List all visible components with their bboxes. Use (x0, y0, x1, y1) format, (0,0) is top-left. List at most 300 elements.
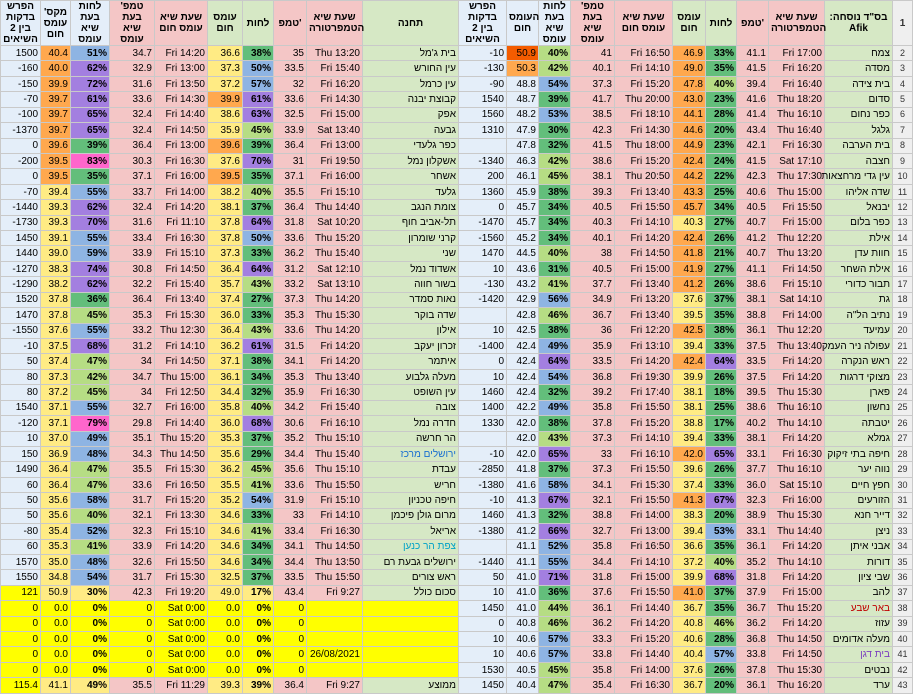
right-humidity-cell[interactable]: 37% (706, 585, 737, 600)
left-max-load-cell[interactable]: 0.0 (41, 632, 71, 647)
right-temp-at-peak-cell[interactable]: 32.1 (571, 493, 615, 508)
right-humid-at-peak-cell[interactable]: 46% (539, 616, 571, 631)
left-humid-at-peak-cell[interactable]: 55% (71, 323, 110, 338)
left-station-cell[interactable]: אשחר (363, 169, 459, 184)
right-peak-time-cell[interactable]: Fri 13:40 (615, 308, 673, 323)
right-station-cell[interactable]: חפץ חיים (825, 477, 893, 492)
left-temp-time-cell[interactable]: Fri 14:30 (307, 92, 363, 107)
right-temp-cell[interactable]: 37.8 (737, 662, 769, 677)
right-diff-cell[interactable]: -130 (459, 61, 507, 76)
right-heat-load-cell[interactable]: 39.6 (673, 462, 706, 477)
left-humidity-cell[interactable]: 45% (243, 123, 274, 138)
left-temp-cell[interactable]: 35.2 (274, 431, 307, 446)
left-peak-time-cell[interactable]: Fri 15:50 (155, 554, 208, 569)
right-diff-cell[interactable]: -10 (459, 446, 507, 461)
right-temp-at-peak-cell[interactable]: 38 (571, 246, 615, 261)
left-diff-cell[interactable]: 115.4 (1, 678, 41, 693)
left-heat-load-cell[interactable]: 37.3 (208, 246, 243, 261)
left-diff-cell[interactable]: -100 (1, 107, 41, 122)
left-humid-at-peak-cell[interactable]: 40% (71, 508, 110, 523)
left-humid-at-peak-cell[interactable]: 48% (71, 446, 110, 461)
left-max-load-cell[interactable]: 39.7 (41, 123, 71, 138)
right-temp-cell[interactable]: 41.2 (737, 231, 769, 246)
left-station-cell[interactable]: חיפה טכניון (363, 493, 459, 508)
header-right-diff[interactable]: הפרש בדקות בין 2 השיאים (459, 1, 507, 46)
left-temp-cell[interactable]: 33.2 (274, 277, 307, 292)
left-temp-cell[interactable]: 33.9 (274, 123, 307, 138)
left-peak-time-cell[interactable]: Sat 0:00 (155, 662, 208, 677)
right-humidity-cell[interactable]: 35% (706, 539, 737, 554)
left-temp-cell[interactable]: 35.5 (274, 184, 307, 199)
right-station-cell[interactable]: שדה אליהו (825, 184, 893, 199)
left-peak-time-cell[interactable]: Fri 11:10 (155, 215, 208, 230)
right-diff-cell[interactable]: 10 (459, 261, 507, 276)
right-station-cell[interactable]: אבני איתן (825, 539, 893, 554)
left-max-load-cell[interactable]: 34.8 (41, 570, 71, 585)
left-temp-cell[interactable]: 35.3 (274, 369, 307, 384)
right-temp-time-cell[interactable]: Thu 14:50 (769, 632, 825, 647)
left-heat-load-cell[interactable]: 37.2 (208, 76, 243, 91)
right-temp-at-peak-cell[interactable]: 36.1 (571, 601, 615, 616)
left-max-load-cell[interactable]: 39.9 (41, 76, 71, 91)
left-diff-cell[interactable]: 1540 (1, 400, 41, 415)
left-heat-load-cell[interactable]: 39.3 (208, 678, 243, 693)
left-max-load-cell[interactable]: 36.9 (41, 446, 71, 461)
left-humidity-cell[interactable]: 29% (243, 446, 274, 461)
left-temp-time-cell[interactable]: Thu 15:30 (307, 308, 363, 323)
left-temp-at-peak-cell[interactable]: 35.5 (110, 678, 155, 693)
right-station-cell[interactable]: עפולה ניר העמק (825, 339, 893, 354)
left-max-load-cell[interactable]: 0.0 (41, 601, 71, 616)
right-max-load-cell[interactable]: 42.4 (507, 369, 539, 384)
right-temp-time-cell[interactable]: Fri 16:30 (769, 446, 825, 461)
right-humidity-cell[interactable]: 37% (706, 292, 737, 307)
left-humidity-cell[interactable]: 64% (243, 215, 274, 230)
right-humid-at-peak-cell[interactable]: 39% (539, 92, 571, 107)
left-humid-at-peak-cell[interactable]: 55% (71, 231, 110, 246)
right-temp-cell[interactable]: 36.1 (737, 678, 769, 693)
left-peak-time-cell[interactable]: Fri 12:50 (155, 385, 208, 400)
right-peak-time-cell[interactable]: Fri 13:40 (615, 277, 673, 292)
right-heat-load-cell[interactable]: 42.4 (673, 153, 706, 168)
left-heat-load-cell[interactable]: 38.1 (208, 200, 243, 215)
left-humidity-cell[interactable]: 54% (243, 493, 274, 508)
right-max-load-cell[interactable]: 41.1 (507, 554, 539, 569)
left-humidity-cell[interactable]: 63% (243, 107, 274, 122)
right-humidity-cell[interactable]: 33% (706, 46, 737, 61)
left-humid-at-peak-cell[interactable]: 45% (71, 385, 110, 400)
left-diff-cell[interactable]: -10 (1, 339, 41, 354)
right-temp-at-peak-cell[interactable]: 37.3 (571, 431, 615, 446)
left-humid-at-peak-cell[interactable]: 0% (71, 632, 110, 647)
left-heat-load-cell[interactable]: 39.9 (208, 92, 243, 107)
left-peak-time-cell[interactable]: Fri 14:00 (155, 184, 208, 199)
right-humid-at-peak-cell[interactable]: 54% (539, 76, 571, 91)
right-peak-time-cell[interactable]: Fri 15:30 (615, 477, 673, 492)
left-peak-time-cell[interactable]: Fri 16:00 (155, 169, 208, 184)
left-heat-load-cell[interactable]: 37.6 (208, 153, 243, 168)
left-diff-cell[interactable]: -1440 (1, 200, 41, 215)
left-diff-cell[interactable]: -1370 (1, 123, 41, 138)
right-max-load-cell[interactable]: 46.3 (507, 153, 539, 168)
left-humid-at-peak-cell[interactable]: 54% (71, 570, 110, 585)
left-max-load-cell[interactable]: 35.4 (41, 524, 71, 539)
right-heat-load-cell[interactable]: 41.2 (673, 277, 706, 292)
right-max-load-cell[interactable]: 46.1 (507, 169, 539, 184)
right-heat-load-cell[interactable]: 42.5 (673, 323, 706, 338)
right-station-cell[interactable]: מעלה אדומים (825, 632, 893, 647)
left-diff-cell[interactable]: 0 (1, 647, 41, 662)
left-temp-time-cell[interactable]: Fri 9:27 (307, 678, 363, 693)
left-temp-cell[interactable]: 34.1 (274, 539, 307, 554)
left-humidity-cell[interactable]: 39% (243, 678, 274, 693)
right-diff-cell[interactable]: 0 (459, 616, 507, 631)
right-max-load-cell[interactable]: 41.6 (507, 477, 539, 492)
left-max-load-cell[interactable]: 40.4 (41, 46, 71, 61)
right-humid-at-peak-cell[interactable]: 53% (539, 107, 571, 122)
right-diff-cell[interactable]: 10 (459, 632, 507, 647)
left-temp-at-peak-cell[interactable]: 37.1 (110, 169, 155, 184)
right-humid-at-peak-cell[interactable]: 38% (539, 323, 571, 338)
right-temp-cell[interactable]: 40.6 (737, 184, 769, 199)
right-max-load-cell[interactable]: 40.4 (507, 678, 539, 693)
left-humidity-cell[interactable]: 33% (243, 508, 274, 523)
left-humidity-cell[interactable]: 68% (243, 416, 274, 431)
left-max-load-cell[interactable]: 39.7 (41, 107, 71, 122)
left-humidity-cell[interactable]: 33% (243, 308, 274, 323)
left-temp-at-peak-cell[interactable]: 0 (110, 632, 155, 647)
right-temp-at-peak-cell[interactable]: 34.9 (571, 292, 615, 307)
right-temp-at-peak-cell[interactable]: 36 (571, 323, 615, 338)
left-humid-at-peak-cell[interactable]: 68% (71, 339, 110, 354)
right-temp-at-peak-cell[interactable]: 37.8 (571, 416, 615, 431)
right-diff-cell[interactable]: 1530 (459, 662, 507, 677)
right-temp-cell[interactable]: 42.3 (737, 169, 769, 184)
left-temp-cell[interactable]: 33.6 (274, 92, 307, 107)
right-temp-time-cell[interactable]: Fri 14:20 (769, 354, 825, 369)
right-diff-cell[interactable]: 1450 (459, 678, 507, 693)
right-temp-cell[interactable]: 36.0 (737, 477, 769, 492)
right-temp-time-cell[interactable]: Fri 14:50 (769, 261, 825, 276)
left-humidity-cell[interactable]: 32% (243, 385, 274, 400)
left-peak-time-cell[interactable]: Fri 14:40 (155, 416, 208, 431)
right-temp-at-peak-cell[interactable]: 41.7 (571, 92, 615, 107)
left-humidity-cell[interactable]: 43% (243, 277, 274, 292)
header-left-temp-at-peak[interactable]: טמפ' בעת שיא עומס (110, 1, 155, 46)
left-diff-cell[interactable]: 50 (1, 354, 41, 369)
left-humid-at-peak-cell[interactable]: 0% (71, 647, 110, 662)
left-max-load-cell[interactable]: 39.5 (41, 153, 71, 168)
right-temp-time-cell[interactable]: Thu 16:10 (769, 462, 825, 477)
left-max-load-cell[interactable]: 39.5 (41, 169, 71, 184)
left-temp-cell[interactable]: 35.3 (274, 308, 307, 323)
right-temp-cell[interactable]: 37.5 (737, 339, 769, 354)
left-diff-cell[interactable]: -70 (1, 184, 41, 199)
right-peak-time-cell[interactable]: Fri 13:10 (615, 339, 673, 354)
left-temp-at-peak-cell[interactable]: 31.6 (110, 215, 155, 230)
right-temp-cell[interactable]: 38.8 (737, 308, 769, 323)
left-temp-at-peak-cell[interactable]: 32.2 (110, 277, 155, 292)
left-diff-cell[interactable]: 0 (1, 616, 41, 631)
right-diff-cell[interactable]: 0 (459, 354, 507, 369)
right-temp-time-cell[interactable]: Sat 17:10 (769, 153, 825, 168)
right-max-load-cell[interactable]: 42.4 (507, 339, 539, 354)
left-diff-cell[interactable]: 60 (1, 539, 41, 554)
right-peak-time-cell[interactable]: Fri 14:20 (615, 616, 673, 631)
left-temp-time-cell[interactable]: Fri 16:10 (307, 416, 363, 431)
right-humidity-cell[interactable]: 33% (706, 431, 737, 446)
left-peak-time-cell[interactable]: Fri 16:50 (155, 477, 208, 492)
left-humidity-cell[interactable]: 61% (243, 339, 274, 354)
right-heat-load-cell[interactable]: 40.4 (673, 647, 706, 662)
left-temp-time-cell[interactable]: Fri 14:10 (307, 508, 363, 523)
left-heat-load-cell[interactable]: 34.6 (208, 554, 243, 569)
left-max-load-cell[interactable]: 0.0 (41, 647, 71, 662)
left-humid-at-peak-cell[interactable]: 42% (71, 369, 110, 384)
right-humid-at-peak-cell[interactable]: 67% (539, 493, 571, 508)
right-temp-at-peak-cell[interactable]: 37.7 (571, 277, 615, 292)
right-temp-cell[interactable]: 36.1 (737, 323, 769, 338)
header-left-humidity[interactable]: לחות (243, 1, 274, 46)
left-humidity-cell[interactable]: 35% (243, 169, 274, 184)
left-temp-time-cell[interactable]: Thu 13:50 (307, 554, 363, 569)
right-humid-at-peak-cell[interactable]: 47% (539, 678, 571, 693)
right-temp-cell[interactable]: 42.1 (737, 138, 769, 153)
right-humid-at-peak-cell[interactable]: 58% (539, 477, 571, 492)
left-humid-at-peak-cell[interactable]: 61% (71, 92, 110, 107)
left-peak-time-cell[interactable]: Fri 14:30 (155, 92, 208, 107)
left-max-load-cell[interactable]: 37.8 (41, 308, 71, 323)
right-station-cell[interactable]: כפר בלום (825, 215, 893, 230)
left-station-cell[interactable]: אריאל (363, 524, 459, 539)
right-temp-time-cell[interactable]: Thu 16:20 (769, 678, 825, 693)
left-humid-at-peak-cell[interactable]: 55% (71, 400, 110, 415)
right-temp-cell[interactable]: 41.5 (737, 153, 769, 168)
left-peak-time-cell[interactable]: Fri 14:50 (155, 261, 208, 276)
left-temp-cell[interactable]: 0 (274, 616, 307, 631)
right-station-cell[interactable]: צמח (825, 46, 893, 61)
left-peak-time-cell[interactable]: Fri 16:30 (155, 153, 208, 168)
right-humidity-cell[interactable]: 26% (706, 277, 737, 292)
left-humidity-cell[interactable]: 0% (243, 647, 274, 662)
left-diff-cell[interactable]: 50 (1, 508, 41, 523)
left-temp-time-cell[interactable]: Fri 16:00 (307, 169, 363, 184)
left-diff-cell[interactable]: 1550 (1, 570, 41, 585)
right-diff-cell[interactable]: 0 (459, 200, 507, 215)
left-max-load-cell[interactable]: 37.2 (41, 385, 71, 400)
right-heat-load-cell[interactable]: 37.6 (673, 292, 706, 307)
left-diff-cell[interactable]: 1570 (1, 554, 41, 569)
right-station-cell[interactable]: יבנאל (825, 200, 893, 215)
right-temp-time-cell[interactable]: Fri 15:50 (769, 200, 825, 215)
left-temp-at-peak-cell[interactable]: 0 (110, 616, 155, 631)
right-humidity-cell[interactable]: 18% (706, 385, 737, 400)
left-heat-load-cell[interactable]: 36.4 (208, 323, 243, 338)
right-station-cell[interactable]: חוות עדן (825, 246, 893, 261)
left-diff-cell[interactable]: -1730 (1, 215, 41, 230)
left-humid-at-peak-cell[interactable]: 0% (71, 616, 110, 631)
left-temp-cell[interactable]: 37.3 (274, 292, 307, 307)
header-right-peak-time[interactable]: שעת שיא עומס חום (615, 1, 673, 46)
left-heat-load-cell[interactable]: 35.3 (208, 431, 243, 446)
left-station-cell[interactable]: קבוצת יבנה (363, 92, 459, 107)
left-humidity-cell[interactable]: 39% (243, 138, 274, 153)
right-humidity-cell[interactable]: 26% (706, 462, 737, 477)
left-max-load-cell[interactable]: 37.3 (41, 369, 71, 384)
right-temp-time-cell[interactable]: Fri 17:00 (769, 46, 825, 61)
right-peak-time-cell[interactable]: Fri 15:00 (615, 261, 673, 276)
right-peak-time-cell[interactable]: Fri 14:10 (615, 215, 673, 230)
left-temp-time-cell[interactable]: Thu 14:20 (307, 292, 363, 307)
right-temp-at-peak-cell[interactable]: 37.6 (571, 585, 615, 600)
left-diff-cell[interactable]: -160 (1, 61, 41, 76)
right-peak-time-cell[interactable]: Fri 13:00 (615, 524, 673, 539)
left-heat-load-cell[interactable]: 32.5 (208, 570, 243, 585)
right-max-load-cell[interactable]: 41.0 (507, 601, 539, 616)
right-peak-time-cell[interactable]: Thu 20:00 (615, 92, 673, 107)
left-peak-time-cell[interactable]: Fri 15:30 (155, 308, 208, 323)
left-humidity-cell[interactable]: 33% (243, 246, 274, 261)
left-max-load-cell[interactable]: 0.0 (41, 662, 71, 677)
right-temp-at-peak-cell[interactable]: 40.5 (571, 200, 615, 215)
left-heat-load-cell[interactable]: 35.8 (208, 400, 243, 415)
left-station-cell[interactable]: ירושלים גבעת רם (363, 554, 459, 569)
left-station-cell[interactable]: עין כרמל (363, 76, 459, 91)
left-temp-time-cell[interactable]: Thu 15:50 (307, 477, 363, 492)
right-temp-at-peak-cell[interactable]: 35.4 (571, 678, 615, 693)
right-temp-cell[interactable]: 32.3 (737, 493, 769, 508)
left-diff-cell[interactable]: 60 (1, 477, 41, 492)
right-temp-cell[interactable]: 41.5 (737, 61, 769, 76)
left-diff-cell[interactable]: -1290 (1, 277, 41, 292)
left-humid-at-peak-cell[interactable]: 65% (71, 123, 110, 138)
right-temp-cell[interactable]: 38.1 (737, 431, 769, 446)
left-diff-cell[interactable]: 0 (1, 662, 41, 677)
left-peak-time-cell[interactable]: Fri 15:30 (155, 570, 208, 585)
left-heat-load-cell[interactable]: 36.4 (208, 261, 243, 276)
left-humidity-cell[interactable]: 38% (243, 354, 274, 369)
right-humid-at-peak-cell[interactable]: 31% (539, 261, 571, 276)
right-humid-at-peak-cell[interactable]: 66% (539, 524, 571, 539)
right-station-cell[interactable]: ראש הנקרה (825, 354, 893, 369)
right-station-cell[interactable]: פארן (825, 385, 893, 400)
right-max-load-cell[interactable]: 44.5 (507, 246, 539, 261)
right-humid-at-peak-cell[interactable]: 57% (539, 647, 571, 662)
left-temp-cell[interactable]: 0 (274, 601, 307, 616)
right-peak-time-cell[interactable]: Thu 18:00 (615, 138, 673, 153)
right-station-cell[interactable]: מסדה (825, 61, 893, 76)
left-peak-time-cell[interactable]: Fri 14:50 (155, 354, 208, 369)
left-temp-cell[interactable]: 31.2 (274, 261, 307, 276)
left-heat-load-cell[interactable]: 49.0 (208, 585, 243, 600)
left-temp-cell[interactable]: 36.4 (274, 200, 307, 215)
left-heat-load-cell[interactable]: 34.6 (208, 539, 243, 554)
left-humid-at-peak-cell[interactable]: 47% (71, 354, 110, 369)
right-peak-time-cell[interactable]: Fri 15:20 (615, 153, 673, 168)
right-temp-time-cell[interactable]: Fri 14:20 (769, 616, 825, 631)
right-heat-load-cell[interactable]: 40.8 (673, 616, 706, 631)
left-diff-cell[interactable]: 0 (1, 632, 41, 647)
left-temp-time-cell[interactable]: Fri 9:27 (307, 585, 363, 600)
left-humid-at-peak-cell[interactable]: 0% (71, 601, 110, 616)
right-max-load-cell[interactable]: 42.2 (507, 400, 539, 415)
right-heat-load-cell[interactable]: 37.2 (673, 554, 706, 569)
left-heat-load-cell[interactable]: 35.2 (208, 493, 243, 508)
right-temp-cell[interactable]: 31.8 (737, 570, 769, 585)
left-humid-at-peak-cell[interactable]: 62% (71, 61, 110, 76)
left-peak-time-cell[interactable]: Thu 15:00 (155, 369, 208, 384)
right-humid-at-peak-cell[interactable]: 32% (539, 138, 571, 153)
left-station-cell[interactable]: אפק (363, 107, 459, 122)
right-diff-cell[interactable]: -1440 (459, 554, 507, 569)
right-heat-load-cell[interactable]: 36.7 (673, 601, 706, 616)
left-humidity-cell[interactable]: 0% (243, 662, 274, 677)
right-max-load-cell[interactable]: 50.9 (507, 46, 539, 61)
left-peak-time-cell[interactable]: Fri 16:00 (155, 400, 208, 415)
right-temp-at-peak-cell[interactable]: 33.8 (571, 647, 615, 662)
left-temp-at-peak-cell[interactable]: 33.9 (110, 246, 155, 261)
left-heat-load-cell[interactable]: 0.0 (208, 632, 243, 647)
left-temp-cell[interactable]: 31.8 (274, 215, 307, 230)
right-peak-time-cell[interactable]: Fri 19:30 (615, 369, 673, 384)
left-humid-at-peak-cell[interactable]: 55% (71, 184, 110, 199)
right-station-cell[interactable]: מצוקי דרגות (825, 369, 893, 384)
left-peak-time-cell[interactable]: Sat 0:00 (155, 616, 208, 631)
right-max-load-cell[interactable]: 42.0 (507, 431, 539, 446)
right-temp-at-peak-cell[interactable]: 33.3 (571, 632, 615, 647)
left-temp-at-peak-cell[interactable]: 35.3 (110, 308, 155, 323)
right-max-load-cell[interactable]: 42.0 (507, 446, 539, 461)
right-humid-at-peak-cell[interactable]: 44% (539, 601, 571, 616)
left-humid-at-peak-cell[interactable]: 74% (71, 261, 110, 276)
right-humidity-cell[interactable]: 24% (706, 153, 737, 168)
right-humidity-cell[interactable]: 17% (706, 416, 737, 431)
right-diff-cell[interactable]: -90 (459, 76, 507, 91)
left-humid-at-peak-cell[interactable]: 36% (71, 292, 110, 307)
left-temp-cell[interactable]: 33.5 (274, 61, 307, 76)
right-temp-at-peak-cell[interactable]: 34.1 (571, 477, 615, 492)
right-humidity-cell[interactable]: 20% (706, 123, 737, 138)
left-max-load-cell[interactable]: 36.4 (41, 477, 71, 492)
left-max-load-cell[interactable]: 35.0 (41, 554, 71, 569)
left-max-load-cell[interactable]: 39.4 (41, 184, 71, 199)
left-temp-at-peak-cell[interactable]: 31.2 (110, 339, 155, 354)
right-max-load-cell[interactable]: 41.1 (507, 539, 539, 554)
right-station-cell[interactable]: הזורעים (825, 493, 893, 508)
right-station-cell[interactable]: עין גדי מרחצאות (825, 169, 893, 184)
left-temp-cell[interactable]: 35.9 (274, 385, 307, 400)
left-temp-time-cell[interactable]: Thu 14:40 (307, 200, 363, 215)
left-peak-time-cell[interactable]: Fri 15:30 (155, 462, 208, 477)
right-temp-at-peak-cell[interactable]: 33.5 (571, 354, 615, 369)
right-diff-cell[interactable]: 10 (459, 585, 507, 600)
left-max-load-cell[interactable]: 35.3 (41, 539, 71, 554)
left-heat-load-cell[interactable]: 37.3 (208, 61, 243, 76)
left-humidity-cell[interactable]: 27% (243, 292, 274, 307)
right-temp-time-cell[interactable]: Thu 15:30 (769, 385, 825, 400)
right-station-cell[interactable]: להב (825, 585, 893, 600)
right-diff-cell[interactable]: 10 (459, 647, 507, 662)
left-max-load-cell[interactable]: 39.6 (41, 138, 71, 153)
left-peak-time-cell[interactable]: Fri 15:20 (155, 493, 208, 508)
right-peak-time-cell[interactable]: Fri 14:20 (615, 231, 673, 246)
right-diff-cell[interactable]: -1560 (459, 231, 507, 246)
right-max-load-cell[interactable]: 40.5 (507, 662, 539, 677)
header-right-temp-at-peak[interactable]: טמפ' בעת שיא עומס (571, 1, 615, 46)
left-station-cell[interactable] (363, 647, 459, 662)
left-temp-at-peak-cell[interactable]: 32.6 (110, 554, 155, 569)
right-temp-cell[interactable]: 36.2 (737, 616, 769, 631)
